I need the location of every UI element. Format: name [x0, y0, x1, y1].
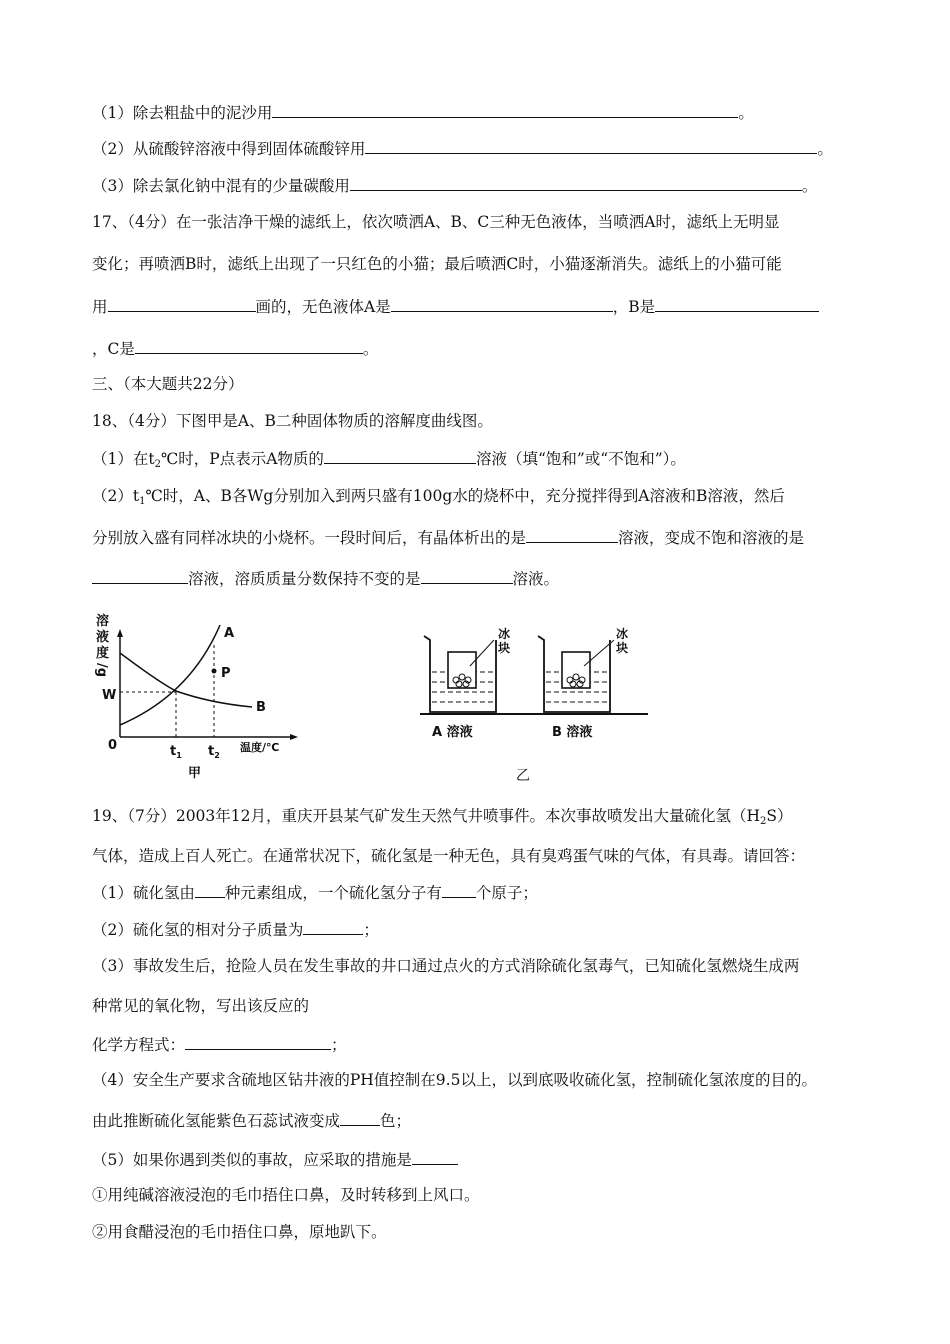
- curve-a: [120, 625, 220, 725]
- curve-a-label: A: [224, 626, 235, 641]
- q16-item-3: （3）除去氯化钠中混有的少量碳酸用 。: [92, 177, 818, 195]
- curve-b-label: B: [256, 700, 266, 715]
- origin-label: 0: [108, 738, 118, 753]
- figure-caption-yi: 乙: [516, 768, 530, 784]
- beaker-figure: [418, 622, 650, 787]
- answer-blank[interactable]: [92, 568, 188, 584]
- beaker-b-label: B 溶液: [552, 725, 593, 740]
- y-axis-label-2: 液: [96, 630, 110, 645]
- q19-option-1: ①用纯碱溶液浸泡的毛巾捂住口鼻，及时转移到上风口。: [92, 1186, 480, 1204]
- q17-line-1: 17、（4分）在一张洁净干燥的滤纸上，依次喷洒A、B、C三种无色液体，当喷洒A时，滤纸上无明显: [92, 213, 780, 231]
- q16-item-2: （2）从硫酸锌溶液中得到固体硫酸锌用 。: [92, 140, 833, 158]
- y-axis-arrow: [117, 629, 123, 637]
- answer-blank[interactable]: [442, 882, 476, 898]
- point-p: [212, 669, 217, 674]
- q19-line-2: 气体，造成上百人死亡。在通常状况下，硫化氢是一种无色，具有臭鸡蛋气味的气体，有具毒。请回答：: [92, 847, 806, 865]
- q19-part-4-line-2: 由此推断硫化氢能紫色石蕊试液变成 色；: [92, 1112, 412, 1130]
- answer-blank[interactable]: [195, 882, 225, 898]
- x-axis-label: 温度/℃: [240, 741, 280, 754]
- answer-blank[interactable]: [526, 527, 618, 543]
- ice-label-a-1: 冰: [498, 627, 511, 641]
- beaker-a: [424, 636, 496, 712]
- ice-label-b-1: 冰: [616, 627, 629, 641]
- q19-part-1: （1）硫化氢由 种元素组成，一个硫化氢分子有 个原子；: [92, 884, 538, 902]
- answer-blank[interactable]: [272, 102, 738, 118]
- t1-label: $t_1$: [170, 744, 182, 760]
- curve-b: [120, 653, 252, 707]
- q18-part-1: （1）在$t_2℃$时，P点表示A物质的 溶液（填“饱和”或“不饱和”）。: [92, 450, 686, 470]
- y-axis-label-1: 溶: [96, 614, 110, 629]
- q17-line-3: 用 画的，无色液体A是 ，B是: [92, 296, 819, 317]
- q17-line-4: ，C是 。: [92, 340, 379, 358]
- q18-title: 18、（4分）下图甲是A、B二种固体物质的溶解度曲线图。: [92, 412, 493, 430]
- answer-blank[interactable]: [350, 175, 802, 191]
- ice-label-a-2: 块: [498, 641, 511, 655]
- q18-part-2-line-2: 分别放入盛有同样冰块的小烧杯。一段时间后，有晶体析出的是 溶液，变成不饱和溶液的是: [92, 529, 805, 547]
- answer-blank[interactable]: [655, 296, 819, 312]
- q18-part-2-line-1: $(2)t_1℃$时，A、B各Wg分别加入到两只盛有100g水的烧杯中，充分搅拌得到A溶液和B溶液，然后: [92, 487, 785, 507]
- t2-label: $t_2$: [208, 744, 220, 760]
- w-label: W: [102, 688, 117, 703]
- q17-line-2: 变化；再喷洒B时，滤纸上出现了一只红色的小猫；最后喷洒C时，小猫逐渐消失。滤纸上的小猫可能: [92, 255, 782, 273]
- q19-part-5: （5）如果你遇到类似的事故，应采取的措施是: [92, 1149, 458, 1170]
- x-axis-arrow: [290, 734, 298, 740]
- answer-blank[interactable]: [365, 138, 817, 154]
- q18-part-2-line-3: 溶液，溶质质量分数保持不变的是 溶液。: [92, 568, 559, 589]
- q19-line-1: 19、（7分）2003年12月，重庆开县某气矿发生天然气井喷事件。本次事故喷发出大量硫化氢$(H_2S)$: [92, 807, 793, 827]
- q19-part-3-line-3: 化学方程式： ；: [92, 1036, 347, 1054]
- answer-blank[interactable]: [135, 338, 363, 354]
- q19-part-3-line-2: 种常见的氧化物，写出该反应的: [92, 997, 310, 1015]
- answer-blank[interactable]: [421, 568, 513, 584]
- ice-label-b-2: 块: [616, 641, 629, 655]
- beaker-a-label: A 溶液: [432, 725, 473, 740]
- answer-blank[interactable]: [108, 296, 256, 312]
- q16-item-1: （1）除去粗盐中的泥沙用 。: [92, 104, 754, 122]
- y-axis-label-4: /g: [94, 663, 109, 678]
- answer-blank[interactable]: [391, 296, 613, 312]
- solubility-curve-figure: [90, 605, 320, 785]
- q19-part-4-line-1: （4）安全生产要求含硫地区钻井液的PH值控制在9.5以上，以到底吸收硫化氢，控制硫化氢浓度的目的。: [92, 1071, 817, 1089]
- answer-blank[interactable]: [185, 1034, 331, 1050]
- beaker-b: [538, 636, 614, 712]
- figure-caption-jia: 甲: [188, 766, 202, 781]
- point-p-label: P: [221, 666, 231, 681]
- answer-blank[interactable]: [412, 1149, 458, 1165]
- q19-option-2: ②用食醋浸泡的毛巾捂住口鼻，原地趴下。: [92, 1223, 387, 1241]
- answer-blank[interactable]: [324, 448, 476, 464]
- q19-part-2: （2）硫化氢的相对分子质量为 ；: [92, 921, 379, 939]
- q19-part-3-line-1: （3）事故发生后，抢险人员在发生事故的井口通过点火的方式消除硫化氢毒气，已知硫化氢燃烧生成两: [92, 957, 800, 975]
- section-heading: 三、（本大题共22分）: [92, 375, 244, 393]
- answer-blank[interactable]: [340, 1110, 380, 1126]
- answer-blank[interactable]: [303, 919, 363, 935]
- y-axis-label-3: 度: [96, 646, 110, 661]
